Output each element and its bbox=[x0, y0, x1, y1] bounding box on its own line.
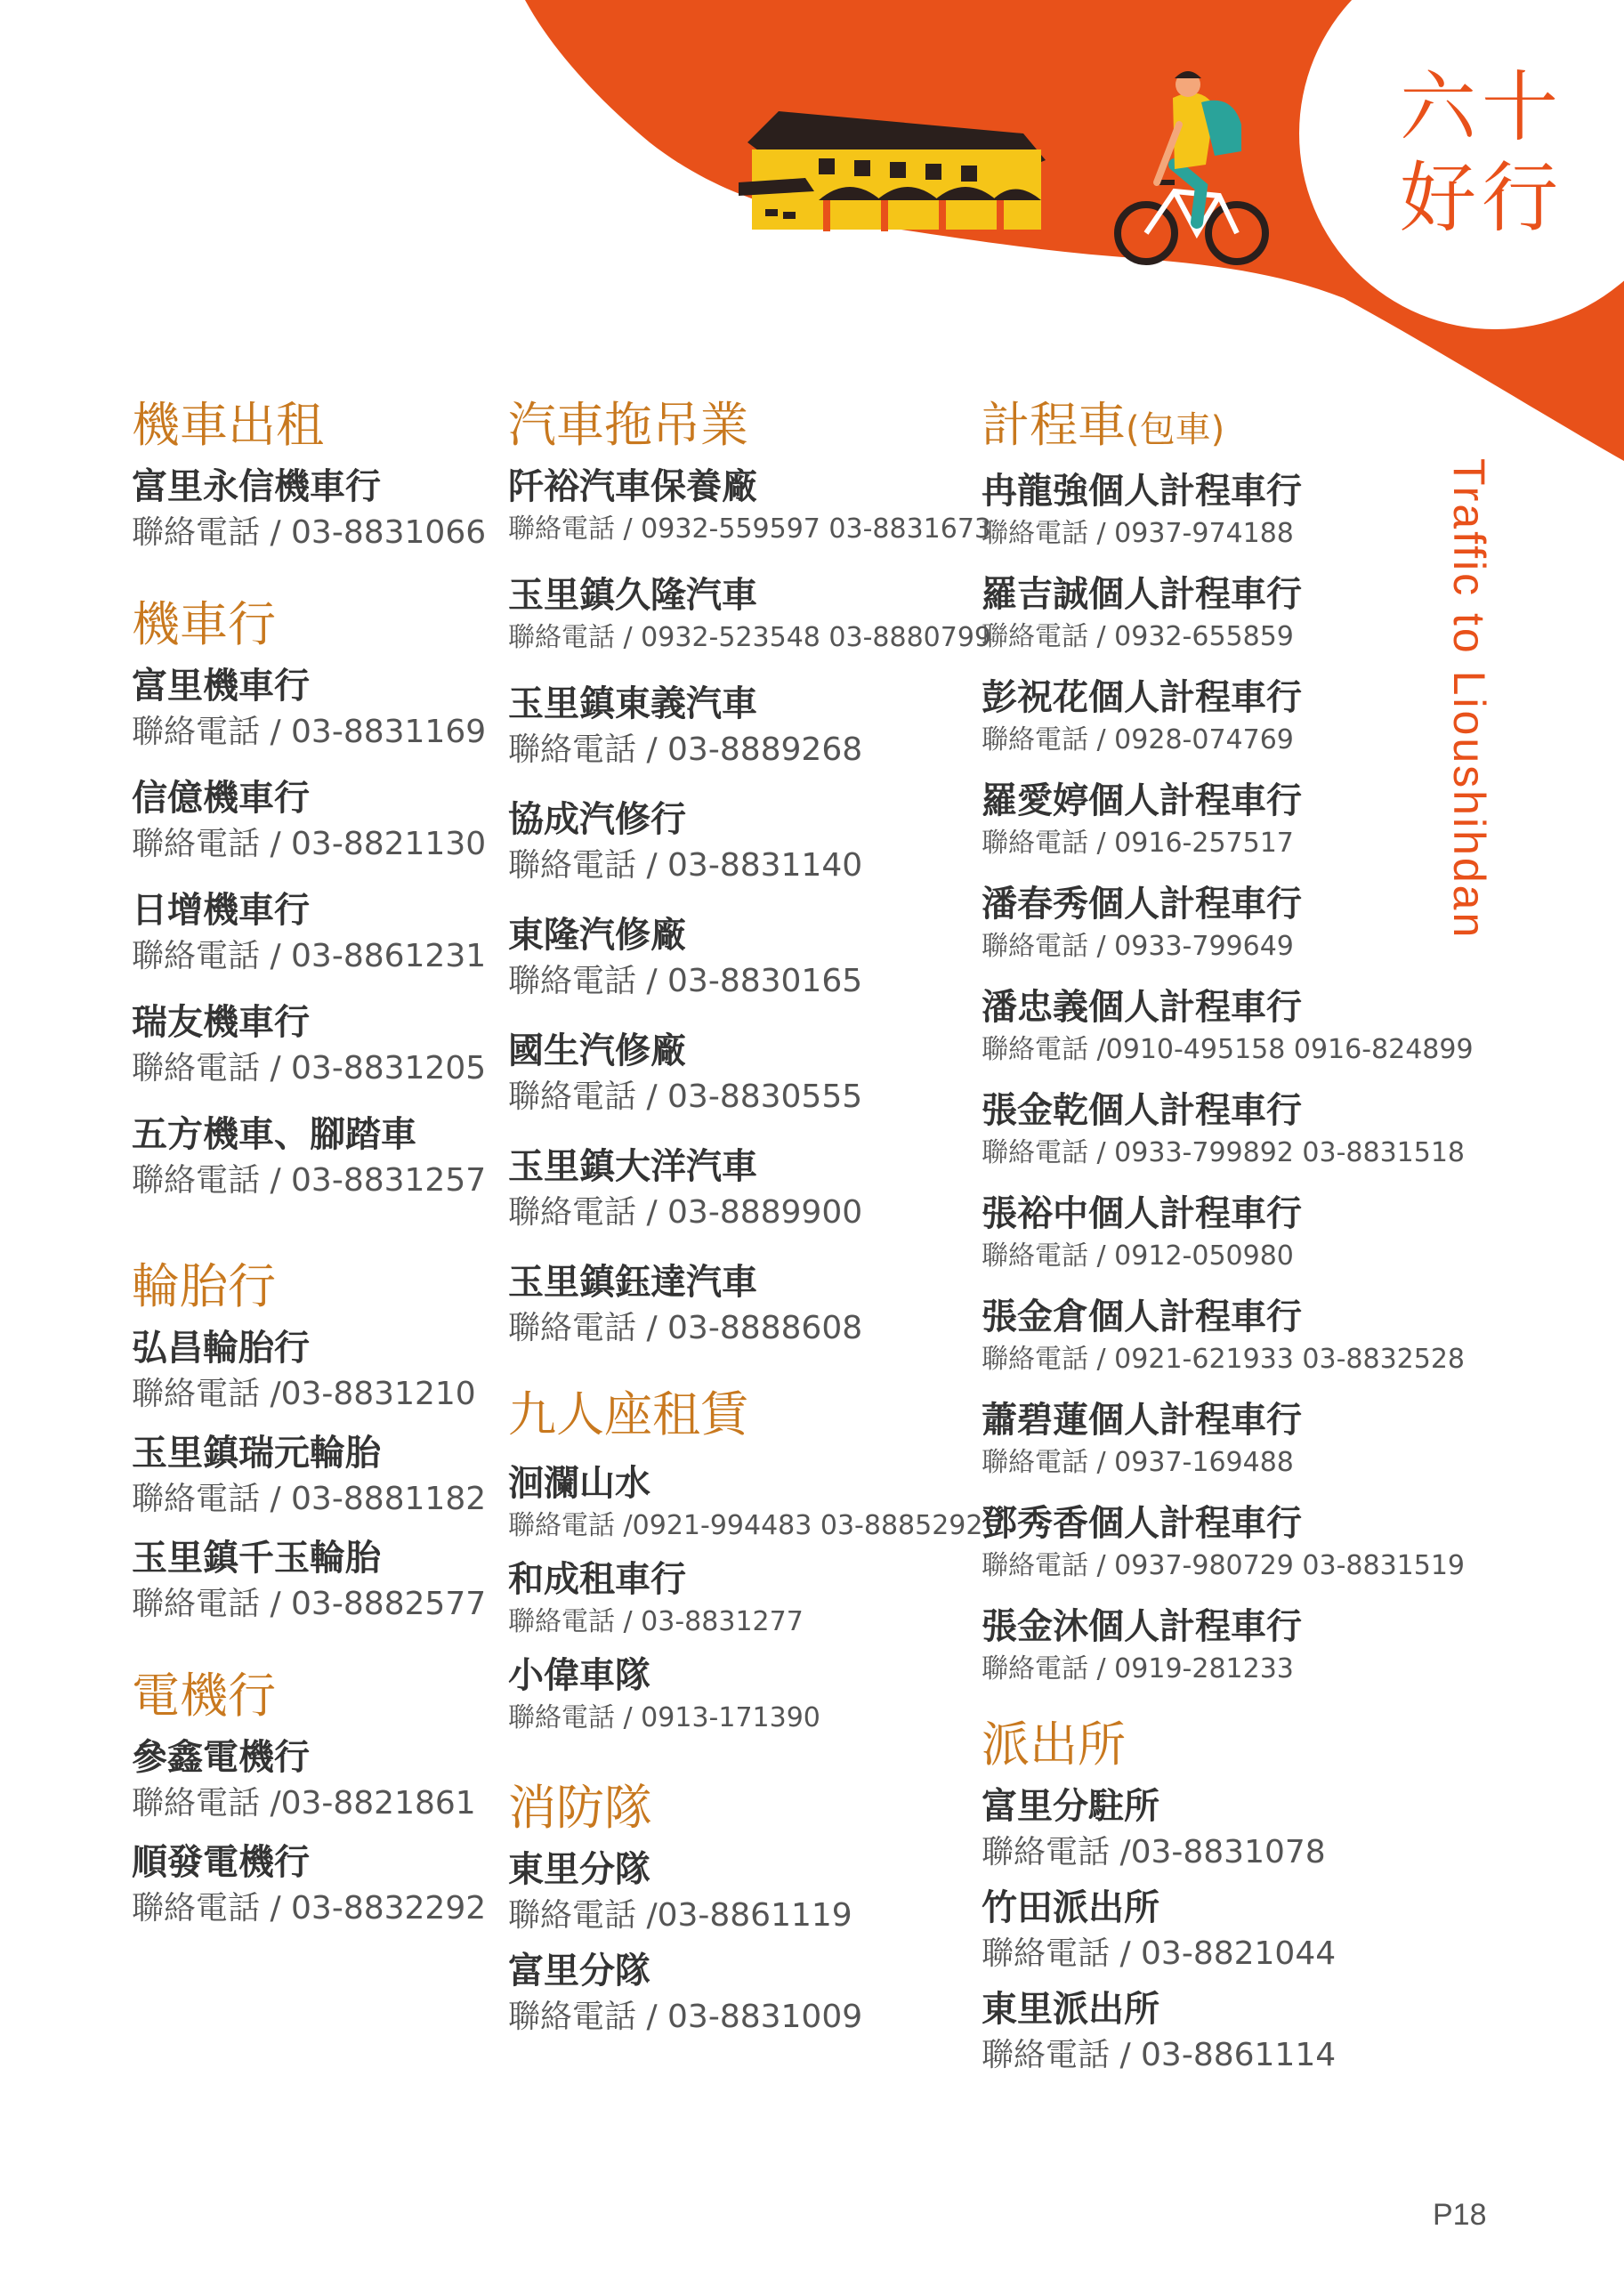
entry-phone: 聯絡電話 / 03-8831205 bbox=[132, 1050, 487, 1087]
entry-name: 張金沐個人計程車行 bbox=[982, 1606, 1302, 1647]
category-title: 電機行 bbox=[132, 1668, 276, 1724]
entry-phone: 聯絡電話 / 03-8831009 bbox=[508, 1999, 863, 2035]
section-fire bbox=[508, 1779, 953, 2040]
entry-phone: 聯絡電話 / 0919-281233 bbox=[982, 1653, 1294, 1684]
category-title: 輪胎行 bbox=[132, 1258, 276, 1314]
list-item bbox=[508, 1028, 953, 1120]
entry-phone: 聯絡電話 / 0913-171390 bbox=[508, 1702, 820, 1733]
side-title: Traffic to Lioushihdan bbox=[1444, 458, 1494, 941]
list-item bbox=[508, 1846, 953, 1939]
header-illustration bbox=[0, 0, 1624, 463]
entry-name: 玉里鎮千玉輪胎 bbox=[132, 1538, 381, 1579]
entry-name: 玉里鎮瑞元輪胎 bbox=[132, 1433, 381, 1474]
entry-name: 信億機車行 bbox=[132, 778, 310, 819]
entry-phone: 聯絡電話 / 03-8831066 bbox=[132, 514, 487, 551]
entry-phone: 聯絡電話 / 0937-974188 bbox=[982, 518, 1294, 549]
entry-name: 國生汽修廠 bbox=[508, 1030, 686, 1071]
entry-name: 玉里鎮東義汽車 bbox=[508, 683, 757, 724]
list-item bbox=[132, 663, 488, 755]
list-item bbox=[508, 1556, 953, 1642]
list-item bbox=[982, 675, 1444, 760]
list-item bbox=[982, 984, 1474, 1070]
list-item bbox=[982, 1986, 1444, 2079]
list-item bbox=[508, 1143, 953, 1236]
list-item bbox=[982, 881, 1444, 966]
list-item bbox=[132, 999, 488, 1092]
entry-phone: 聯絡電話 / 0916-257517 bbox=[982, 828, 1294, 859]
entry-name: 富里分駐所 bbox=[982, 1786, 1159, 1827]
entry-name: 張金乾個人計程車行 bbox=[982, 1090, 1302, 1131]
category-title-suffix: (包車) bbox=[1126, 409, 1225, 450]
list-item bbox=[508, 572, 992, 658]
entry-name: 羅吉誠個人計程車行 bbox=[982, 574, 1302, 615]
entry-name: 小偉車隊 bbox=[508, 1655, 650, 1696]
entry-name: 富里分隊 bbox=[508, 1951, 650, 1991]
category-title: 汽車拖吊業 bbox=[508, 397, 748, 453]
list-item bbox=[982, 1397, 1444, 1482]
entry-name: 富里機車行 bbox=[132, 666, 310, 707]
entry-name: 和成租車行 bbox=[508, 1559, 686, 1600]
entry-name: 玉里鎮大洋汽車 bbox=[508, 1146, 757, 1187]
list-item bbox=[508, 1460, 983, 1546]
column-middle bbox=[508, 396, 992, 2040]
entry-phone: 聯絡電話 / 0937-169488 bbox=[982, 1447, 1294, 1478]
entry-phone: 聯絡電話 / 03-8889268 bbox=[508, 731, 863, 768]
entry-name: 張裕中個人計程車行 bbox=[982, 1193, 1302, 1234]
entry-phone: 聯絡電話 /0910-495158 0916-824899 bbox=[982, 1034, 1474, 1065]
list-item bbox=[132, 1111, 488, 1204]
section-moto-rent bbox=[132, 396, 488, 556]
entry-phone: 聯絡電話 / 0933-799892 03-8831518 bbox=[982, 1137, 1466, 1168]
entry-phone: 聯絡電話 / 0933-799649 bbox=[982, 931, 1294, 962]
list-item bbox=[982, 778, 1444, 863]
entry-phone: 聯絡電話 / 03-8888608 bbox=[508, 1310, 863, 1346]
entry-phone: 聯絡電話 / 03-8881182 bbox=[132, 1481, 487, 1517]
list-item bbox=[982, 1191, 1444, 1276]
page-number: P18 bbox=[1433, 2198, 1487, 2232]
entry-phone: 聯絡電話 / 03-8889900 bbox=[508, 1194, 863, 1231]
entry-name: 富里永信機車行 bbox=[132, 466, 381, 507]
entry-phone: 聯絡電話 / 03-8882577 bbox=[132, 1586, 487, 1622]
entry-phone: 聯絡電話 / 0921-621933 03-8832528 bbox=[982, 1344, 1466, 1375]
entry-phone: 聯絡電話 / 0932-655859 bbox=[982, 621, 1294, 652]
entry-name: 參鑫電機行 bbox=[132, 1737, 310, 1778]
entry-name: 竹田派出所 bbox=[982, 1887, 1159, 1928]
entry-name: 玉里鎮鈺達汽車 bbox=[508, 1262, 757, 1303]
entry-phone: 聯絡電話 / 03-8831257 bbox=[132, 1162, 487, 1199]
list-item bbox=[132, 1734, 488, 1827]
entry-name: 日增機車行 bbox=[132, 890, 310, 931]
list-item bbox=[132, 887, 488, 980]
list-item bbox=[508, 681, 953, 773]
entry-phone: 聯絡電話 / 03-8861231 bbox=[132, 938, 487, 974]
entry-phone: 聯絡電話 / 03-8821044 bbox=[982, 1935, 1337, 1972]
entry-phone: 聯絡電話 / 0912-050980 bbox=[982, 1240, 1294, 1272]
entry-name: 玉里鎮久隆汽車 bbox=[508, 575, 757, 616]
entry-name: 順發電機行 bbox=[132, 1842, 310, 1883]
entry-name: 瑞友機車行 bbox=[132, 1002, 310, 1043]
category-title: 消防隊 bbox=[508, 1780, 652, 1836]
entry-phone: 聯絡電話 / 03-8821130 bbox=[132, 826, 487, 862]
section-moto-shop bbox=[132, 595, 488, 1204]
list-item bbox=[132, 464, 488, 556]
entry-name: 五方機車、腳踏車 bbox=[132, 1114, 416, 1155]
entry-name: 冉龍強個人計程車行 bbox=[982, 471, 1302, 512]
entry-phone: 聯絡電話 / 03-8830555 bbox=[508, 1078, 863, 1115]
list-item bbox=[982, 571, 1444, 657]
entry-name: 羅愛婷個人計程車行 bbox=[982, 780, 1302, 821]
entry-phone: 聯絡電話 / 0932-523548 03-8880799 bbox=[508, 622, 992, 653]
section-electric bbox=[132, 1667, 488, 1932]
entry-name: 潘忠義個人計程車行 bbox=[982, 987, 1302, 1028]
entry-phone: 聯絡電話 / 0928-074769 bbox=[982, 724, 1294, 755]
entry-phone: 聯絡電話 / 0932-559597 03-8831673 bbox=[508, 513, 992, 545]
entry-name: 張金倉個人計程車行 bbox=[982, 1297, 1302, 1337]
entry-name: 弘昌輪胎行 bbox=[132, 1328, 310, 1369]
list-item bbox=[132, 1325, 488, 1418]
section-tire bbox=[132, 1257, 488, 1628]
entry-name: 阡裕汽車保養廠 bbox=[508, 466, 757, 507]
entry-phone: 聯絡電話 / 03-8831140 bbox=[508, 847, 863, 884]
entry-name: 協成汽修行 bbox=[508, 799, 686, 840]
entry-name: 東里分隊 bbox=[508, 1849, 650, 1890]
section-van bbox=[508, 1385, 983, 1738]
section-police bbox=[982, 1716, 1444, 2079]
header-title-line1: 六十 bbox=[1400, 63, 1563, 152]
header-title bbox=[1388, 62, 1575, 244]
list-item bbox=[508, 1652, 953, 1738]
section-tow bbox=[508, 396, 992, 1352]
list-item bbox=[982, 468, 1444, 553]
category-title-main: 計程車 bbox=[982, 397, 1126, 453]
list-item bbox=[508, 1259, 953, 1352]
list-item bbox=[132, 1535, 488, 1628]
list-item bbox=[508, 1948, 953, 2040]
header-title-line2: 好行 bbox=[1400, 154, 1563, 243]
list-item bbox=[508, 796, 953, 889]
list-item bbox=[982, 1087, 1466, 1173]
entry-name: 彭祝花個人計程車行 bbox=[982, 677, 1302, 718]
entry-phone: 聯絡電話 / 03-8861114 bbox=[982, 2037, 1337, 2073]
entry-phone: 聯絡電話 /03-8861119 bbox=[508, 1897, 852, 1934]
list-item bbox=[982, 1604, 1444, 1689]
entry-phone: 聯絡電話 / 03-8831169 bbox=[132, 714, 487, 750]
entry-name: 鄧秀香個人計程車行 bbox=[982, 1503, 1302, 1544]
entry-phone: 聯絡電話 /0921-994483 03-8885292 bbox=[508, 1510, 983, 1541]
list-item bbox=[982, 1294, 1466, 1379]
entry-phone: 聯絡電話 /03-8821861 bbox=[132, 1785, 476, 1822]
list-item bbox=[508, 464, 992, 549]
list-item bbox=[132, 775, 488, 868]
category-title bbox=[982, 396, 1444, 459]
entry-phone: 聯絡電話 /03-8831210 bbox=[132, 1376, 476, 1412]
category-title: 九人座租賃 bbox=[508, 1386, 748, 1442]
list-item bbox=[132, 1839, 488, 1932]
list-item bbox=[982, 1500, 1466, 1586]
entry-name: 東里派出所 bbox=[982, 1989, 1159, 2030]
category-title: 派出所 bbox=[982, 1717, 1126, 1773]
list-item bbox=[508, 912, 953, 1005]
category-title: 機車出租 bbox=[132, 397, 324, 453]
list-item bbox=[982, 1885, 1444, 1977]
list-item bbox=[132, 1430, 488, 1523]
entry-name: 蕭碧蓮個人計程車行 bbox=[982, 1400, 1302, 1441]
entry-phone: 聯絡電話 / 03-8830165 bbox=[508, 963, 863, 999]
category-title: 機車行 bbox=[132, 596, 276, 652]
column-left bbox=[132, 396, 488, 1932]
entry-phone: 聯絡電話 /03-8831078 bbox=[982, 1834, 1326, 1870]
entry-phone: 聯絡電話 / 03-8831277 bbox=[508, 1606, 804, 1637]
entry-name: 洄瀾山水 bbox=[508, 1463, 650, 1504]
entry-phone: 聯絡電話 / 03-8832292 bbox=[132, 1890, 487, 1927]
list-item bbox=[982, 1783, 1444, 1876]
entry-name: 潘春秀個人計程車行 bbox=[982, 884, 1302, 925]
entry-name: 東隆汽修廠 bbox=[508, 915, 686, 956]
entry-phone: 聯絡電話 / 0937-980729 03-8831519 bbox=[982, 1550, 1466, 1581]
